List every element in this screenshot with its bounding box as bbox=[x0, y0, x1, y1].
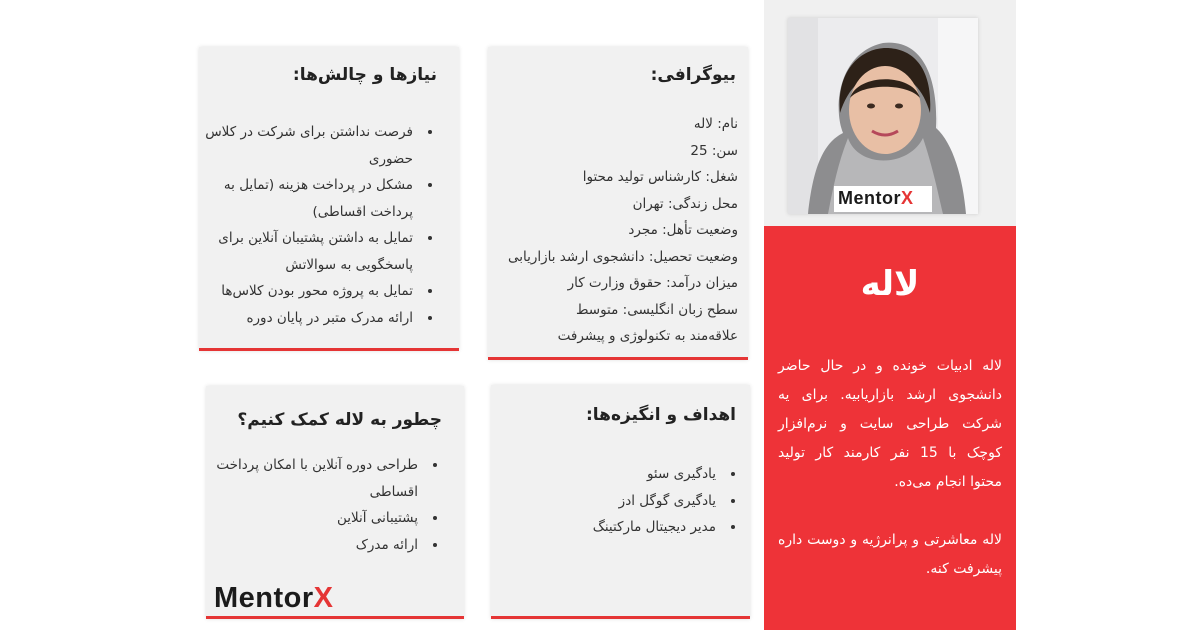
bio-card bbox=[488, 47, 748, 360]
list-item: • ارائه مدرک bbox=[202, 532, 422, 559]
bio-item-age: سن: 25 bbox=[690, 142, 738, 159]
bio-item-location: محل زندگی: تهران bbox=[632, 195, 738, 212]
photo-logo bbox=[838, 188, 914, 209]
persona-name: لاله bbox=[860, 264, 920, 304]
portrait-photo bbox=[788, 18, 978, 214]
bio-item-name: نام: لاله bbox=[693, 116, 738, 132]
photo-logo-main: Mentor bbox=[838, 188, 901, 208]
bio-item-education: وضعیت تحصیل: دانشجوی ارشد بازاریابی bbox=[507, 248, 738, 265]
bio-item-income: میزان درآمد: حقوق وزارت کار bbox=[567, 275, 738, 291]
goals-title: اهداف و انگیزه‌ها: bbox=[585, 405, 736, 425]
logo-text-accent: X bbox=[313, 582, 334, 614]
list-item: • مشکل در پرداخت هزینه (تمایل به پرداخت اقساطی) bbox=[197, 172, 417, 225]
needs-list bbox=[197, 119, 439, 331]
goals-card bbox=[491, 385, 750, 619]
list-item: • ارائه مدرک متبر در پایان دوره bbox=[197, 305, 417, 332]
list-item: • پشتیبانی آنلاین bbox=[202, 505, 422, 532]
persona-paragraph: لاله ادبیات خونده و در حال حاضر دانشجوی ارشد بازاریابیه. برای یه شرکت طراحی سایت و نرم‌افزار کوچک با 15 نفر کارمند کار تولید محتوا انجام می‌ده. bbox=[778, 358, 1002, 490]
bio-item-english: سطح زبان انگلیسی: متوسط bbox=[575, 301, 738, 318]
list-item: • مدیر دیجیتال مارکتینگ bbox=[520, 514, 720, 541]
list-item: • یادگیری سئو bbox=[520, 461, 720, 488]
photo-logo-accent: X bbox=[901, 188, 914, 208]
logo-text-main: Mentor bbox=[214, 582, 314, 614]
persona-description bbox=[778, 352, 1002, 613]
portrait-illustration bbox=[788, 18, 978, 214]
bio-item-marital: وضعیت تأهل: مجرد bbox=[628, 222, 738, 238]
help-card bbox=[206, 386, 464, 619]
list-item: • طراحی دوره آنلاین با امکان پرداخت اقساطی bbox=[202, 452, 422, 505]
bio-item-interest: علاقه‌مند به تکنولوژی و پیشرفت bbox=[557, 328, 738, 344]
needs-title: نیازها و چالش‌ها: bbox=[292, 65, 437, 85]
help-title: چطور به لاله کمک کنیم؟ bbox=[237, 410, 442, 430]
persona-paragraph: لاله معاشرتی و پرانرژیه و دوست داره پیشرفت کنه. bbox=[778, 532, 1002, 577]
list-item: • فرصت نداشتن برای شرکت در کلاس حضوری bbox=[197, 119, 417, 172]
bio-list bbox=[508, 111, 738, 350]
bio-item-job: شغل: کارشناس تولید محتوا bbox=[582, 169, 738, 185]
list-item: • تمایل به پروژه محور بودن کلاس‌ها bbox=[197, 278, 417, 305]
needs-card bbox=[199, 47, 459, 351]
list-item: • تمایل به داشتن پشتیبان آنلاین برای پاسخگویی به سوالاتش bbox=[197, 225, 417, 278]
help-list bbox=[202, 452, 444, 558]
bio-title: بیوگرافی: bbox=[650, 65, 736, 85]
mentorx-logo bbox=[214, 582, 334, 615]
goals-list bbox=[520, 461, 742, 541]
list-item: • یادگیری گوگل ادز bbox=[520, 488, 720, 515]
